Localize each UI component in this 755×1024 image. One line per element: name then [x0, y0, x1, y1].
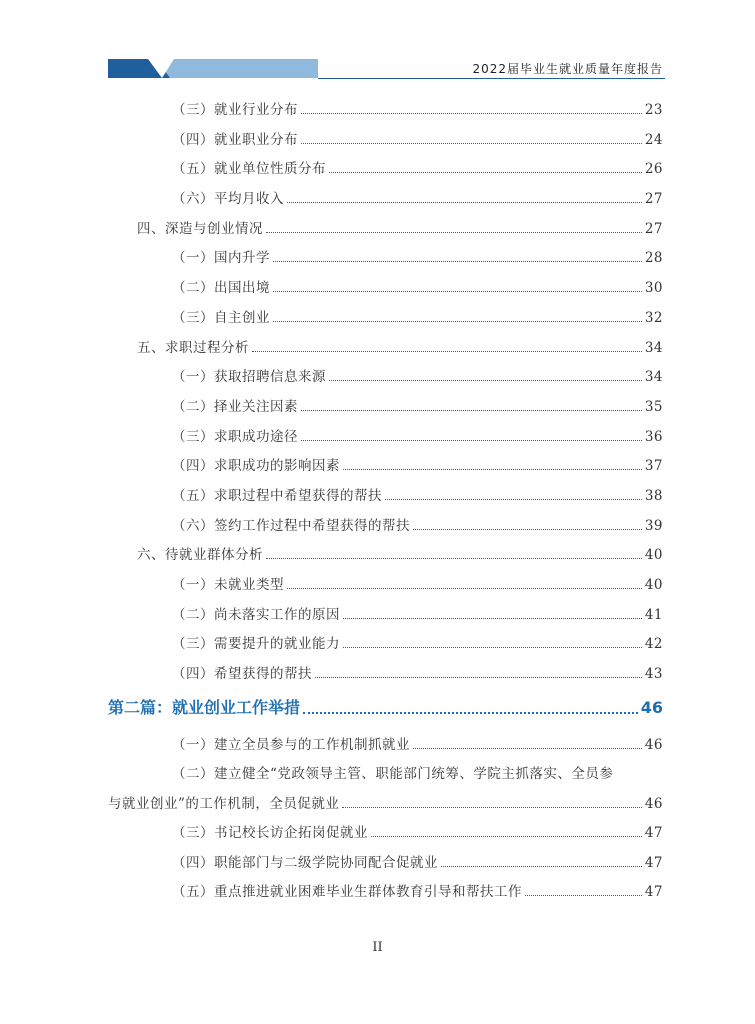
toc-entry[interactable] — [172, 662, 663, 682]
toc-entry-label: （五）重点推进就业困难毕业生群体教育引导和帮扶工作 — [172, 884, 522, 900]
toc-entry-page: 46 — [640, 698, 663, 717]
toc-entry[interactable] — [172, 632, 663, 652]
toc-entry-page: 37 — [644, 458, 663, 474]
toc-entry-label: （四）求职成功的影响因素 — [172, 458, 340, 474]
toc-leader-dots — [273, 291, 642, 292]
toc-leader-dots — [329, 380, 642, 381]
toc-entry-label: 与就业创业”的工作机制，全员促就业 — [108, 796, 340, 812]
toc-entry-page: 40 — [644, 577, 663, 593]
toc-entry[interactable] — [172, 365, 663, 385]
toc-entry[interactable] — [172, 98, 663, 118]
toc-entry[interactable] — [172, 276, 663, 296]
toc-entry-label: （一）国内升学 — [172, 250, 270, 266]
toc-entry[interactable] — [172, 484, 663, 504]
toc-leader-dots — [287, 588, 642, 589]
toc-entry-label: （二）出国出境 — [172, 280, 270, 296]
toc-entry-page: 40 — [644, 547, 663, 563]
toc-entry-page: 47 — [644, 855, 663, 871]
toc-leader-dots — [441, 866, 642, 867]
toc-entry-label: 五、求职过程分析 — [137, 340, 249, 356]
toc-leader-dots — [301, 143, 642, 144]
toc-entry-page: 35 — [644, 399, 663, 415]
toc-leader-dots — [385, 499, 642, 500]
toc-entry-label: （四）希望获得的帮扶 — [172, 666, 312, 682]
toc-entry-page: 34 — [644, 340, 663, 356]
toc-entry[interactable] — [137, 336, 663, 356]
toc-entry-page: 38 — [644, 488, 663, 504]
toc-entry[interactable] — [137, 543, 663, 563]
toc-leader-dots — [371, 836, 642, 837]
toc-entry-page: 32 — [644, 310, 663, 326]
toc-entry-label: （二）择业关注因素 — [172, 399, 298, 415]
toc-leader-dots — [252, 351, 642, 352]
toc-entry[interactable] — [172, 246, 663, 266]
toc-entry-label: （四）就业职业分布 — [172, 132, 298, 148]
toc-entry-page: 24 — [644, 132, 663, 148]
toc-entry-page: 30 — [644, 280, 663, 296]
toc-entry[interactable] — [172, 603, 663, 623]
toc-leader-dots — [303, 712, 638, 714]
toc-entry-label: （六）签约工作过程中希望获得的帮扶 — [172, 518, 410, 534]
toc-entry-page: 39 — [644, 518, 663, 534]
toc-entry[interactable] — [137, 217, 663, 237]
toc-entry[interactable] — [172, 395, 663, 415]
toc-entry-label: （一）建立全员参与的工作机制抓就业 — [172, 737, 410, 753]
toc-entry-label: （三）需要提升的就业能力 — [172, 636, 340, 652]
toc-leader-dots — [301, 113, 642, 114]
toc-entry-label: （三）求职成功途径 — [172, 429, 298, 445]
toc-leader-dots — [301, 410, 642, 411]
toc-entry-page: 46 — [644, 796, 663, 812]
toc-entry-page: 42 — [644, 636, 663, 652]
toc-leader-dots — [315, 677, 642, 678]
toc-entry-page: 23 — [644, 102, 663, 118]
toc-entry-label: 六、待就业群体分析 — [137, 547, 263, 563]
toc-entry[interactable] — [172, 306, 663, 326]
toc-leader-dots — [273, 261, 642, 262]
toc-entry-label: （六）平均月收入 — [172, 191, 284, 207]
toc-entry-label: 四、深造与创业情况 — [137, 221, 263, 237]
toc-leader-dots — [342, 807, 641, 808]
toc-entry[interactable] — [172, 573, 663, 593]
toc-entry-page: 26 — [644, 161, 663, 177]
toc-entry-page: 43 — [644, 666, 663, 682]
toc-leader-dots — [413, 748, 642, 749]
toc-entry-label: （四）职能部门与二级学院协同配合促就业 — [172, 855, 438, 871]
toc-leader-dots — [273, 321, 642, 322]
toc-entry-label: （二）尚未落实工作的原因 — [172, 607, 340, 623]
toc-leader-dots — [343, 647, 642, 648]
toc-leader-dots — [266, 558, 642, 559]
toc-entry[interactable] — [172, 128, 663, 148]
toc-leader-dots — [287, 202, 642, 203]
toc-entry[interactable] — [172, 880, 663, 900]
toc-entry-label: （五）求职过程中希望获得的帮扶 — [172, 488, 382, 504]
page-number: II — [372, 940, 383, 955]
toc-entry-label: 第二篇：就业创业工作举措 — [108, 698, 301, 717]
toc-entry-page: 47 — [644, 825, 663, 841]
toc-entry-label: （三）自主创业 — [172, 310, 270, 326]
toc-entry-label: （五）就业单位性质分布 — [172, 161, 326, 177]
toc-entry-page: 36 — [644, 429, 663, 445]
toc-leader-dots — [266, 232, 642, 233]
toc-entry[interactable] — [172, 851, 663, 871]
toc-entry[interactable] — [172, 514, 663, 534]
toc-entry-label: （三）就业行业分布 — [172, 102, 298, 118]
toc-entry-page: 41 — [644, 607, 663, 623]
toc-leader-dots — [301, 440, 642, 441]
toc-entry[interactable] — [172, 454, 663, 474]
toc-entry-label: （三）书记校长访企拓岗促就业 — [172, 825, 368, 841]
toc-entry-page: 46 — [644, 737, 663, 753]
toc-entry-label: （一）未就业类型 — [172, 577, 284, 593]
toc-entry-wrapped-line[interactable]: （二）建立健全“党政领导主管、职能部门统筹、学院主抓落实、全员参 — [172, 766, 614, 782]
toc-entry[interactable] — [172, 425, 663, 445]
toc-leader-dots — [343, 469, 642, 470]
toc-part-heading[interactable] — [108, 695, 663, 718]
toc-leader-dots — [525, 895, 642, 896]
toc-entry[interactable] — [172, 821, 663, 841]
header-title: 2022届毕业生就业质量年度报告 — [472, 62, 663, 76]
toc-entry-page: 47 — [644, 884, 663, 900]
toc-entry[interactable] — [108, 792, 663, 812]
toc-entry[interactable] — [172, 187, 663, 207]
toc-entry-page: 34 — [644, 369, 663, 385]
toc-entry[interactable] — [172, 157, 663, 177]
toc-entry[interactable] — [172, 733, 663, 753]
toc-entry-page: 27 — [644, 191, 663, 207]
toc-entry-page: 27 — [644, 221, 663, 237]
toc-entry-label: （一）获取招聘信息来源 — [172, 369, 326, 385]
toc-leader-dots — [413, 529, 642, 530]
toc-leader-dots — [329, 172, 642, 173]
toc-entry-page: 28 — [644, 250, 663, 266]
toc-leader-dots — [343, 618, 642, 619]
